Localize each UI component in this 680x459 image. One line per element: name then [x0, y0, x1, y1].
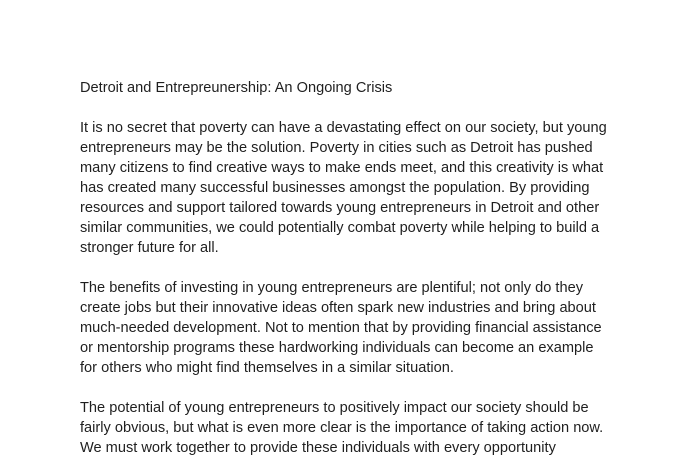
document-body: [80, 78, 610, 459]
document-title: Detroit and Entrepreunership: An Ongoing Crisis: [80, 80, 393, 96]
paragraph: The potential of young entrepreneurs to positively impact our society should be fairly obvious, but what is even more clear is the importance of taking action now. We must work together to provide these individuals with every opportunity: [80, 400, 604, 456]
paragraph: The benefits of investing in young entrepreneurs are plentiful; not only do they create jobs but their innovative ideas often spark new industries and bring about much-needed development. Not to mention that by providing financial assistance or mentorship programs these hardworking individuals can become an example for others who might find themselves in a similar situation.: [80, 280, 602, 376]
paragraph: It is no secret that poverty can have a devastating effect on our society, but young entrepreneurs may be the solution. Poverty in cities such as Detroit has pushed many citizens to find creative ways to make ends meet, and this creativity is what has created many successful businesses amongst the population. By providing resources and support tailored towards young entrepreneurs in Detroit and other similar communities, we could potentially combat poverty while helping to build a stronger future for all.: [80, 120, 607, 256]
